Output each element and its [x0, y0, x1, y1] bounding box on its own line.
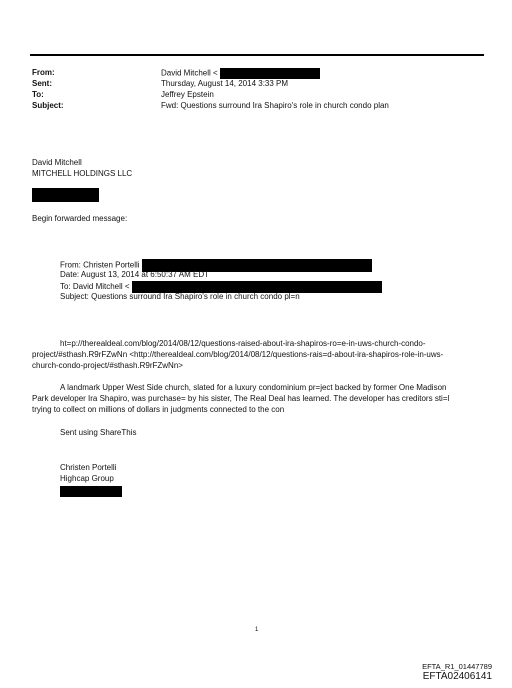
signature2-name: Christen Portelli — [60, 463, 117, 472]
body-link-line2: project/#sthash.R9rFZwNn <http://therealdeal.com/blog/2014/08/12/questions-rais=d-about-ira-shapiros-role-in-uws- — [32, 350, 444, 359]
footer-id-2: EFTA02406141 — [422, 671, 492, 682]
sent-value: Thursday, August 14, 2014 3:33 PM — [161, 79, 289, 88]
signature1-name: David Mitchell — [32, 158, 82, 167]
fwd-subject-line: Subject: Questions surround Ira Shapiro's role in church condo pl=n — [60, 292, 300, 301]
from-value — [161, 68, 320, 79]
footer-id-1: EFTA_R1_01447789 — [422, 662, 492, 671]
redaction-bar — [220, 68, 320, 79]
from-label: From: — [32, 68, 55, 77]
fwd-date-line: Date: August 13, 2014 at 6:50:37 AM EDT — [60, 270, 209, 279]
signature2-company: Highcap Group — [60, 474, 114, 483]
subject-value: Fwd: Questions surround Ira Shapiro's role in church condo plan — [161, 101, 389, 110]
header-rule — [30, 54, 484, 56]
begin-forwarded-text: Begin forwarded message: — [32, 214, 128, 223]
sent-using-text: Sent using ShareThis — [60, 428, 137, 437]
redaction-bar — [32, 188, 99, 202]
body-para-line2: Park developer Ira Shapiro, was purchase= by his sister, The Real Deal has learned. The developer has creditors sti=l — [32, 394, 450, 403]
body-para-line3: trying to collect on millions of dollars in judgments connected to the con — [32, 405, 285, 414]
subject-label: Subject: — [32, 101, 64, 110]
signature1-company: MITCHELL HOLDINGS LLC — [32, 169, 133, 178]
fwd-to-text: To: David Mitchell < — [60, 282, 130, 292]
sent-label: Sent: — [32, 79, 52, 88]
to-label: To: — [32, 90, 44, 99]
page-number: 1 — [255, 627, 259, 633]
to-value: Jeffrey Epstein — [161, 90, 214, 99]
fwd-from-text: From: Christen Portelli — [60, 260, 140, 270]
redaction-bar — [60, 486, 122, 497]
body-link-line3: church-condo-project/#sthash.R9rFZwNn> — [32, 361, 183, 370]
body-para-line1: A landmark Upper West Side church, slated for a luxury condominium pr=ject backed by former One Madison — [60, 383, 447, 392]
body-link-line1: ht=p://therealdeal.com/blog/2014/08/12/questions-raised-about-ira-shapiros-ro=e-in-uws-church-condo- — [60, 339, 426, 348]
from-value-text: David Mitchell < — [161, 68, 218, 78]
